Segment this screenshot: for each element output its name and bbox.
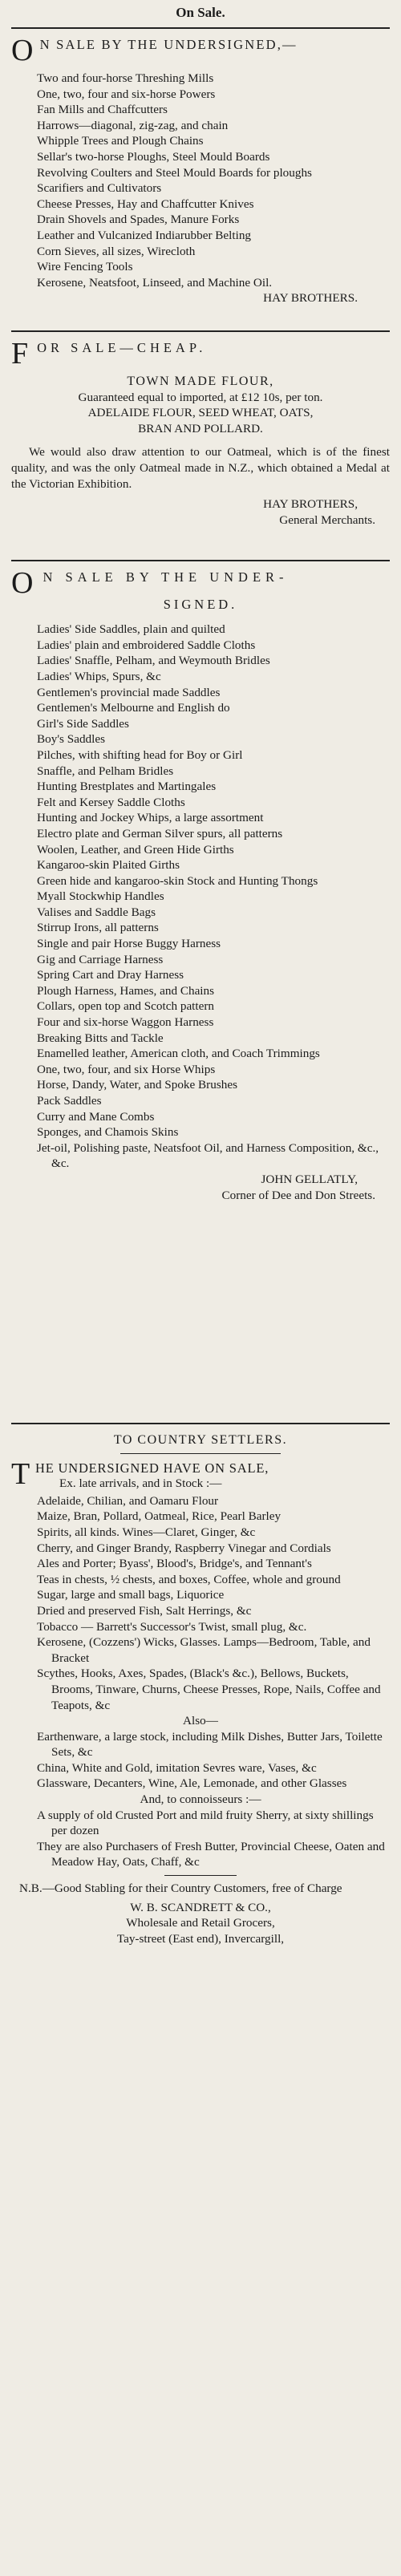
list-item: Woolen, Leather, and Green Hide Girths [37, 842, 234, 857]
list-item: Plough Harness, Hames, and Chains [37, 983, 215, 998]
list-item: Girl's Side Saddles [37, 716, 129, 731]
advert-also: Also— [183, 1714, 218, 1728]
list-item: Pack Saddles [37, 1094, 102, 1108]
list-item: Spring Cart and Dray Harness [37, 968, 184, 982]
advert-john-gellatly-saddlery [11, 563, 390, 1421]
advert-subline: Ex. late arrivals, and in Stock :— [59, 1476, 222, 1491]
list-item: Hunting and Jockey Whips, a large assortment [37, 811, 264, 825]
list-item: Adelaide, Chilian, and Oamaru Flour [37, 1493, 219, 1508]
list-item: Kangaroo-skin Plaited Girths [37, 858, 180, 873]
list-item: They are also Purchasers of Fresh Butter, Provincial Cheese, Oaten and Meadow Hay, Oats, Chaff, &c [37, 1839, 385, 1869]
list-item: Jet-oil, Polishing paste, Neatsfoot Oil, and Harness Composition, &c., &c. [37, 1140, 379, 1171]
list-item: Teas in chests, ½ chests, and boxes, Coffee, whole and ground [37, 1572, 341, 1586]
list-item: Four and six-horse Waggon Harness [37, 1015, 214, 1030]
list-item: Scarifiers and Cultivators [37, 181, 162, 196]
column-header: On Sale. [176, 5, 225, 20]
list-item: Single and pair Horse Buggy Harness [37, 937, 221, 951]
list-item: Sugar, large and small bags, Liquorice [37, 1588, 225, 1602]
list-item: Ladies' Side Saddles, plain and quilted [37, 622, 225, 637]
list-item: One, two, four, and six Horse Whips [37, 1062, 216, 1076]
advert-line: Guaranteed equal to imported, at £12 10s, per ton. [78, 390, 323, 404]
list-item: Tobacco — Barrett's Successor's Twist, small plug, &c. [37, 1619, 307, 1634]
item-list [11, 1729, 390, 1792]
list-item: Revolving Coulters and Steel Mould Boards for ploughs [37, 165, 312, 180]
list-item: Wire Fencing Tools [37, 260, 133, 274]
list-item: One, two, four and six-horse Powers [37, 87, 216, 101]
advert-title: O N SALE BY THE UNDERSIGNED,— [11, 34, 298, 67]
advert-connoisseurs: And, to connoisseurs :— [140, 1792, 261, 1807]
list-item: Corn Sieves, all sizes, Wirecloth [37, 244, 196, 258]
item-list [11, 622, 390, 1172]
list-item: Leather and Vulcanized Indiarubber Belting [37, 228, 252, 242]
divider [11, 330, 390, 332]
advert-signature-sub: Wholesale and Retail Grocers, [126, 1916, 275, 1930]
advert-paragraph: We would also draw attention to our Oatmeal, which is of the finest quality, and was the only Oatmeal made in N.Z., which obtained a Medal at the Victorian Exhibition. [11, 445, 390, 491]
divider [11, 1423, 390, 1424]
list-item: Sponges, and Chamois Skins [37, 1125, 179, 1140]
list-item: Enamelled leather, American cloth, and Coach Trimmings [37, 1047, 320, 1061]
list-item: Hunting Brestplates and Martingales [37, 780, 217, 794]
list-item: Cheese Presses, Hay and Chaffcutter Knives [37, 196, 254, 211]
advert-signature-sub: General Merchants. [279, 512, 375, 527]
drop-cap: O [11, 34, 35, 67]
list-item: Ladies' Whips, Spurs, &c [37, 669, 161, 683]
list-item: Earthenware, a large stock, including Milk Dishes, Butter Jars, Toilette Sets, &c [37, 1729, 383, 1760]
list-item: Maize, Bran, Pollard, Oatmeal, Rice, Pearl Barley [37, 1509, 282, 1524]
list-item: Collars, open top and Scotch pattern [37, 999, 215, 1014]
list-item: China, White and Gold, imitation Sevres ware, Vases, &c [37, 1760, 317, 1775]
list-item: Green hide and kangaroo-skin Stock and Hunting Thongs [37, 873, 318, 888]
advert-headline: TOWN MADE FLOUR, [127, 375, 274, 388]
list-item: Pilches, with shifting head for Boy or Girl [37, 747, 243, 762]
list-item: Felt and Kersey Saddle Cloths [37, 795, 185, 809]
advert-headline: TO COUNTRY SETTLERS. [113, 1433, 288, 1447]
drop-cap: T [11, 1456, 31, 1491]
advert-signature: HAY BROTHERS. [263, 291, 358, 306]
advert-title: FOR SALE—CHEAP. [11, 337, 207, 371]
advert-signature-address: Tay-street (East end), Invercargill, [116, 1931, 285, 1946]
list-item: Ales and Porter; Byass', Blood's, Bridge's, and Tennant's [37, 1557, 312, 1571]
advert-signature-sub: Corner of Dee and Don Streets. [221, 1188, 375, 1202]
advert-title: THE UNDERSIGNED HAVE ON SALE, [11, 1456, 269, 1491]
list-item: A supply of old Crusted Port and mild fruity Sherry, at sixty shillings per dozen [37, 1808, 374, 1838]
list-item: Gentlemen's provincial made Saddles [37, 685, 221, 699]
advert-hay-brothers-implements [11, 30, 390, 329]
list-item: Gentlemen's Melbourne and English do [37, 701, 230, 715]
list-item: Electro plate and German Silver spurs, all patterns [37, 826, 283, 840]
divider [11, 560, 390, 561]
list-item: Dried and preserved Fish, Salt Herrings, &c [37, 1603, 252, 1618]
list-item: Curry and Mane Combs [37, 1109, 155, 1124]
item-list [11, 1808, 390, 1870]
advert-title-line2: SIGNED. [163, 596, 238, 612]
drop-cap: O [11, 566, 38, 600]
advert-line: BRAN AND POLLARD. [138, 421, 263, 435]
list-item: Two and four-horse Threshing Mills [37, 71, 214, 85]
list-item: Drain Shovels and Spades, Manure Forks [37, 213, 240, 227]
advert-title: O N SALE BY THE UNDER- [11, 566, 289, 600]
list-item: Kerosene, (Cozzens') Wicks, Glasses. Lamps—Bedroom, Table, and Bracket [37, 1635, 371, 1665]
divider [11, 27, 390, 29]
list-item: Sellar's two-horse Ploughs, Steel Mould Boards [37, 149, 270, 164]
advert-signature: W. B. SCANDRETT & CO., [130, 1900, 271, 1914]
advert-signature: JOHN GELLATLY, [261, 1172, 358, 1186]
list-item: Kerosene, Neatsfoot, Linseed, and Machine Oil. [37, 275, 273, 290]
list-item: Ladies' plain and embroidered Saddle Cloths [37, 638, 256, 652]
list-item: Gig and Carriage Harness [37, 952, 164, 966]
list-item: Ladies' Snaffle, Pelham, and Weymouth Bridles [37, 654, 270, 668]
divider [164, 1875, 237, 1876]
list-item: Myall Stockwhip Handles [37, 889, 164, 904]
list-item: Snaffle, and Pelham Bridles [37, 763, 174, 778]
list-item: Harrows—diagonal, zig-zag, and chain [37, 118, 229, 132]
list-item: Stirrup Irons, all patterns [37, 921, 159, 935]
list-item: Glassware, Decanters, Wine, Ale, Lemonade, and other Glasses [37, 1776, 347, 1791]
list-item: Breaking Bitts and Tackle [37, 1031, 164, 1045]
list-item: Spirits, all kinds. Wines—Claret, Ginger, &c [37, 1525, 256, 1539]
list-item: Horse, Dandy, Water, and Spoke Brushes [37, 1078, 237, 1092]
advert-scandrett-country-settlers [11, 1426, 390, 1946]
advert-line: ADELAIDE FLOUR, SEED WHEAT, OATS, [87, 406, 314, 420]
item-list [11, 71, 390, 290]
list-item: Valises and Saddle Bags [37, 905, 156, 919]
list-item: Cherry, and Ginger Brandy, Raspberry Vinegar and Cordials [37, 1541, 331, 1555]
advert-hay-brothers-flour [11, 334, 390, 558]
divider [120, 1453, 281, 1454]
advert-signature: HAY BROTHERS, [263, 497, 358, 512]
list-item: Scythes, Hooks, Axes, Spades, (Black's &c.), Bellows, Buckets, Brooms, Tinware, Churns, Cheese Presses, Rope, Nails, Coffee and Teapots, &c [37, 1667, 381, 1712]
drop-cap: F [11, 337, 33, 371]
advert-nb: N.B.—Good Stabling for their Country Customers, free of Charge [19, 1881, 342, 1896]
list-item: Boy's Saddles [37, 732, 106, 747]
item-list [11, 1493, 390, 1713]
list-item: Whipple Trees and Plough Chains [37, 134, 204, 148]
list-item: Fan Mills and Chaffcutters [37, 103, 168, 117]
